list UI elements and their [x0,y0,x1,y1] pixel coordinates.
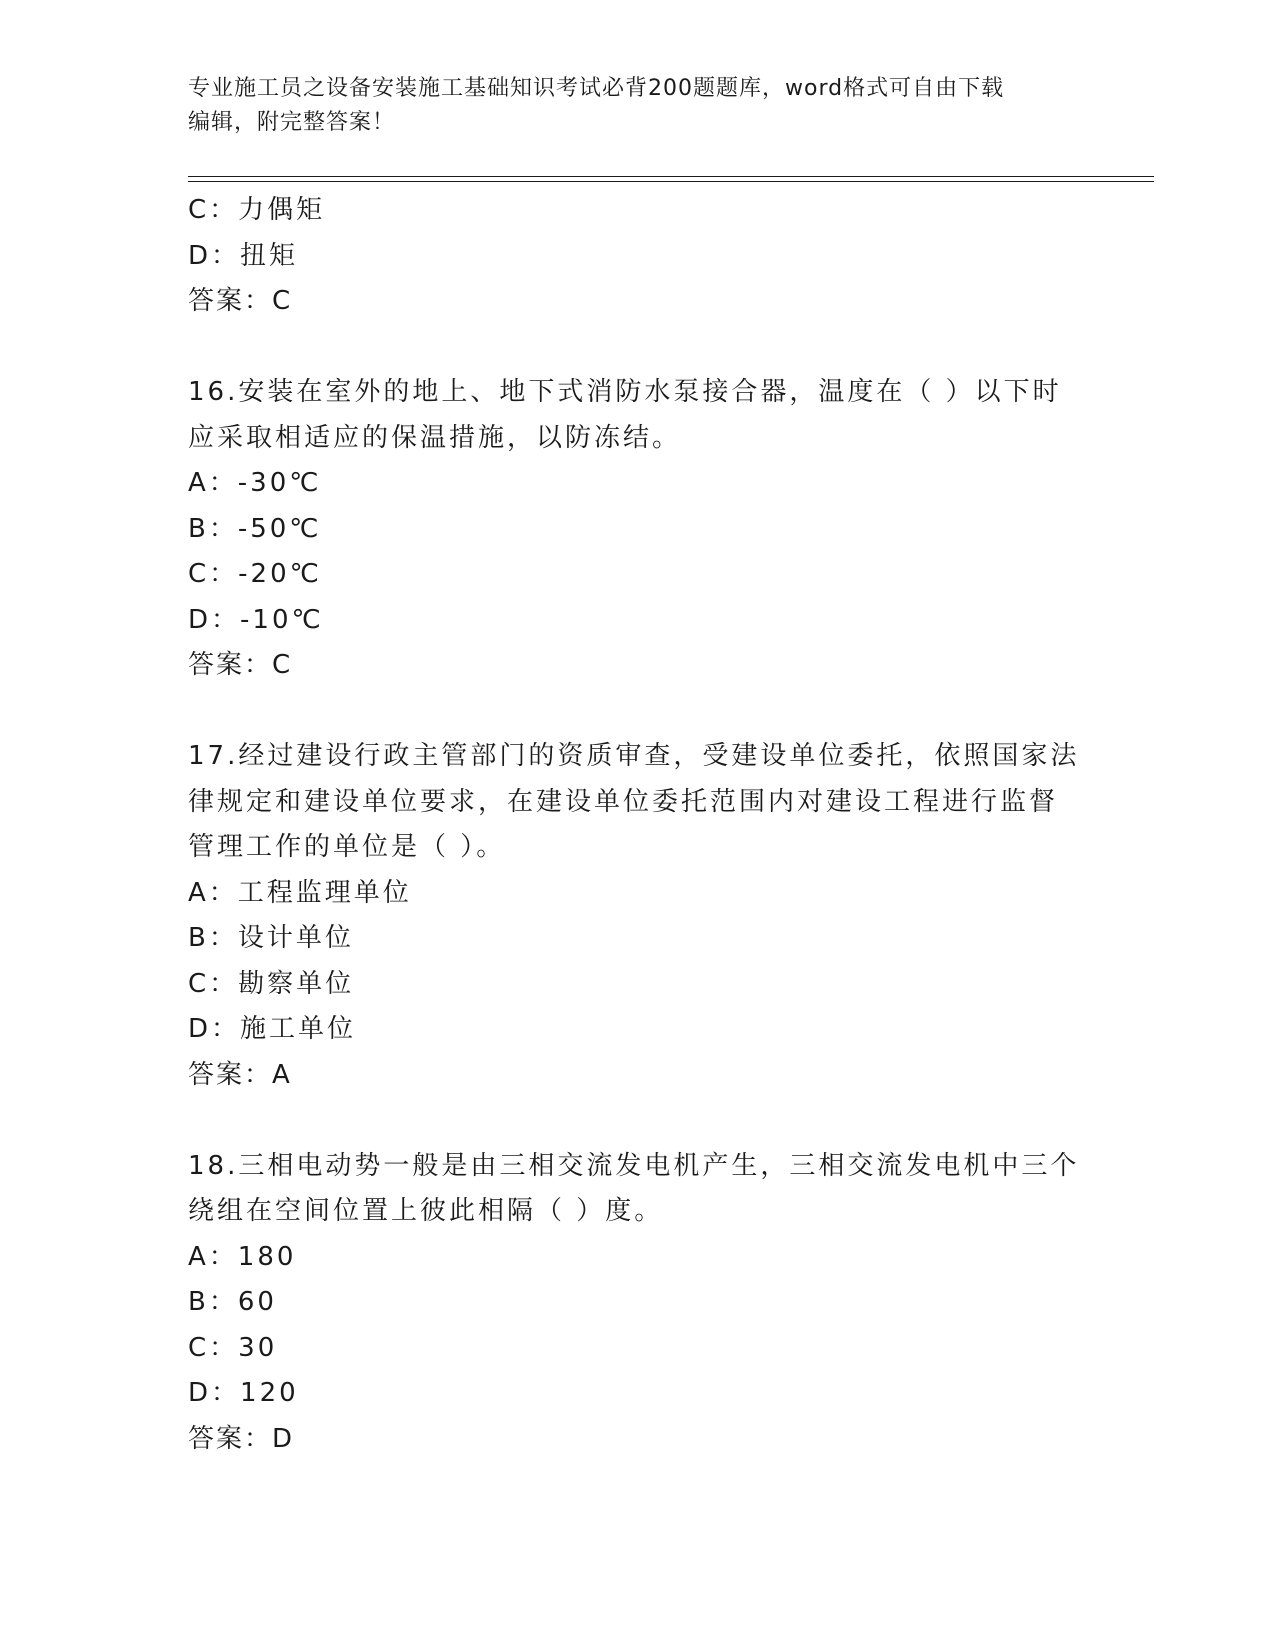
option-a: A：工程监理单位 [188,877,412,908]
question-text-line: 16.安装在室外的地上、地下式消防水泵接合器，温度在（ ）以下时 [188,377,1062,407]
question-18 [188,1144,1088,1463]
answer-line: 答案：A [188,1059,292,1090]
question-text-line: 律规定和建设单位要求，在建设单位委托范围内对建设工程进行监督 [188,786,1059,817]
question-text-line: 管理工作的单位是（ ）。 [188,832,506,862]
option-b: B：设计单位 [188,923,354,953]
prev-question-tail [188,188,1088,325]
option-a: A：180 [188,1241,297,1272]
header-divider-bottom [188,181,1154,182]
option-b: B：60 [188,1287,277,1317]
option-d: D：扭矩 [188,240,299,271]
answer-line: 答案：D [188,1423,295,1454]
option-c: C：-20℃ [188,559,322,589]
question-text-line: 绕组在空间位置上彼此相隔（ ）度。 [188,1196,664,1226]
option-c: C：力偶矩 [188,195,326,225]
answer-line: 答案：C [188,650,293,680]
option-d: D：施工单位 [188,1014,357,1044]
header-line-2: 编辑，附完整答案！ [188,110,396,135]
question-text-line: 17.经过建设行政主管部门的资质审查，受建设单位委托，依照国家法 [188,741,1080,771]
spacer [188,689,1088,735]
option-c: C：30 [188,1332,278,1363]
option-d: D：-10℃ [188,604,324,635]
option-b: B：-50℃ [188,513,322,544]
option-d: D：120 [188,1378,299,1408]
spacer [188,325,1088,371]
document-header [188,72,1088,140]
option-a: A：-30℃ [188,468,322,498]
question-list [188,188,1088,1462]
question-16 [188,370,1088,689]
header-divider-top [188,176,1154,177]
spacer [188,1098,1088,1144]
question-17 [188,734,1088,1098]
question-text-line: 18.三相电动势一般是由三相交流发电机产生，三相交流发电机中三个 [188,1150,1080,1181]
option-c: C：勘察单位 [188,968,355,999]
header-line-1: 专业施工员之设备安装施工基础知识考试必背200题题库，word格式可自由下载 [188,76,1005,101]
answer-line: 答案：C [188,286,293,316]
question-text-line: 应采取相适应的保温措施，以防冻结。 [188,422,682,453]
